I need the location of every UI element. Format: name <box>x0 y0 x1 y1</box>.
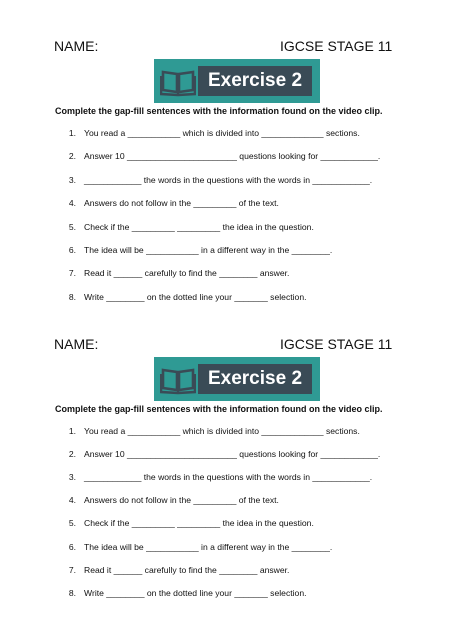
open-book-icon <box>160 65 196 97</box>
exercise-banner <box>154 59 320 103</box>
stage-label: IGCSE STAGE 11 <box>280 38 393 54</box>
exercise-title: Exercise 2 <box>198 66 312 96</box>
worksheet-top: NAME: IGCSE STAGE 11 Exercise 2 Complete the gap-fill sentences with the information found on the video clip. 1. You read a ___________ which is divided into _____________ sections. 2. Answer 10 _______________________ questions looking for ____________. 3. ____________ the words in the questions with the words in ____________. 4. Answers do not follow in the _________ of the text. 5. Check if the _________ _________ the idea in the question. 6. The idea will be ___________ in a different way in the ________. 7. Read it ______ carefully to find the ________ answer. 8. Write ________ on the dotted line your _______ selection. <box>0 38 474 58</box>
instruction-text: Complete the gap-fill sentences with the information found on the video clip. <box>55 106 383 116</box>
stage-label: IGCSE STAGE 11 <box>280 336 393 352</box>
worksheet-header <box>0 38 474 58</box>
name-label: NAME: <box>54 336 99 352</box>
worksheet-bottom: NAME: IGCSE STAGE 11 Exercise 2 Complete the gap-fill sentences with the information found on the video clip. 1. You read a ___________ which is divided into _____________ sections. 2. Answer 10 _______________________ questions looking for ____________. 3. ____________ the words in the questions with the words in ____________. 4. Answers do not follow in the _________ of the text. 5. Check if the _________ _________ the idea in the question. 6. The idea will be ___________ in a different way in the ________. 7. Read it ______ carefully to find the ________ answer. 8. Write ________ on the dotted line your _______ selection. <box>0 336 474 356</box>
exercise-banner <box>154 357 320 401</box>
instruction-text: Complete the gap-fill sentences with the information found on the video clip. <box>55 404 383 414</box>
name-label: NAME: <box>54 38 99 54</box>
exercise-title: Exercise 2 <box>198 364 312 394</box>
open-book-icon <box>160 363 196 395</box>
worksheet-header <box>0 336 474 356</box>
